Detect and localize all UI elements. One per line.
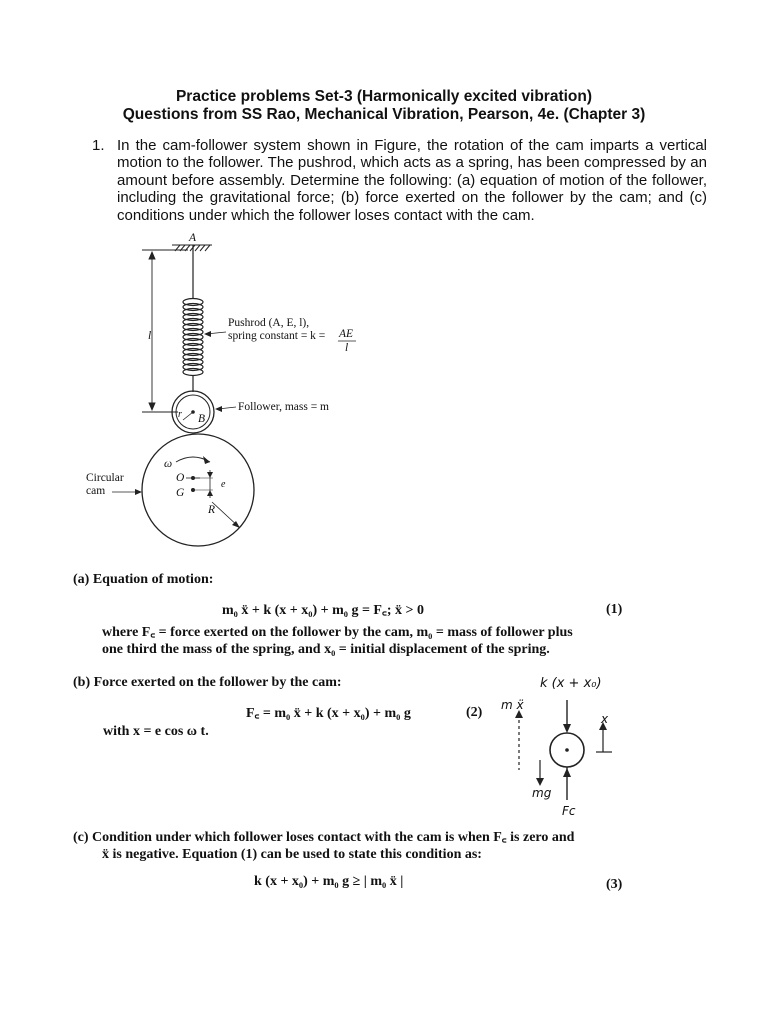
part-b-with: with x = e cos ω t. xyxy=(103,724,209,739)
part-c-line-2: ẍ is negative. Equation (1) can be used to state this condition as: xyxy=(102,847,482,862)
equation-2-number: (2) xyxy=(466,705,483,720)
fraction-numerator: AE xyxy=(339,328,354,340)
part-b-heading: (b) Force exerted on the follower by the cam: xyxy=(73,675,342,690)
fbd-spring-force: k (x + x₀) xyxy=(540,676,602,691)
document-title: Practice problems Set-3 (Harmonically excited vibration) xyxy=(175,88,593,105)
equation-1-number: (1) xyxy=(606,602,623,617)
fbd-inertia-force: m ẍ xyxy=(501,698,524,712)
label-r: r xyxy=(178,409,182,420)
part-a-heading: (a) Equation of motion: xyxy=(73,572,214,587)
label-G: G xyxy=(176,487,185,499)
part-a-where-2: one third the mass of the spring, and x₀ = initial displacement of the spring. xyxy=(102,642,550,657)
fbd-displacement: x xyxy=(601,712,609,726)
cam-label: Circular xyxy=(86,472,124,484)
spring-constant-label: spring constant = k = xyxy=(228,330,326,342)
problem-number: 1. xyxy=(92,137,105,154)
equation-3-number: (3) xyxy=(606,877,623,892)
cam-label-2: cam xyxy=(86,485,106,497)
label-omega: ω xyxy=(164,458,173,470)
pushrod-label: Pushrod (A, E, l), xyxy=(228,317,310,329)
label-R: R xyxy=(208,504,216,516)
equation-3: k (x + x₀) + m₀ g ≥ | m₀ ẍ | xyxy=(254,874,404,889)
label-A: A xyxy=(189,232,197,244)
label-B: B xyxy=(198,413,206,425)
equation-1: m₀ ẍ + k (x + x₀) + m₀ g = F꜀; ẍ > 0 xyxy=(222,603,424,618)
part-c-line-1: (c) Condition under which follower loses contact with the cam is when F꜀ is zero and xyxy=(73,830,575,845)
label-O: O xyxy=(176,472,185,484)
problem-text: In the cam-follower system shown in Figure, the rotation of the cam imparts a vertical motion to the follower. The pushrod, which acts as a spring, has been compressed by an amount before assembly. Determine the following: (a) equation of motion of the follower, including the gravitational force; (b) force exerted on the follower by the cam; and (c) conditions under which the follower loses contact with the cam. xyxy=(117,137,707,224)
part-a-where-1: where F꜀ = force exerted on the follower by the cam, m₀ = mass of follower plus xyxy=(102,625,573,640)
label-l: l xyxy=(148,330,152,342)
label-e: e xyxy=(221,479,226,490)
document-subtitle: Questions from SS Rao, Mechanical Vibration, Pearson, 4e. (Chapter 3) xyxy=(122,106,646,123)
follower-label: Follower, mass = m xyxy=(238,401,329,413)
equation-2: F꜀ = m₀ ẍ + k (x + x₀) + m₀ g xyxy=(246,706,411,721)
fraction-denominator: l xyxy=(345,342,349,354)
fbd-weight: mg xyxy=(532,786,552,800)
fbd-contact-force: Fc xyxy=(562,804,576,818)
